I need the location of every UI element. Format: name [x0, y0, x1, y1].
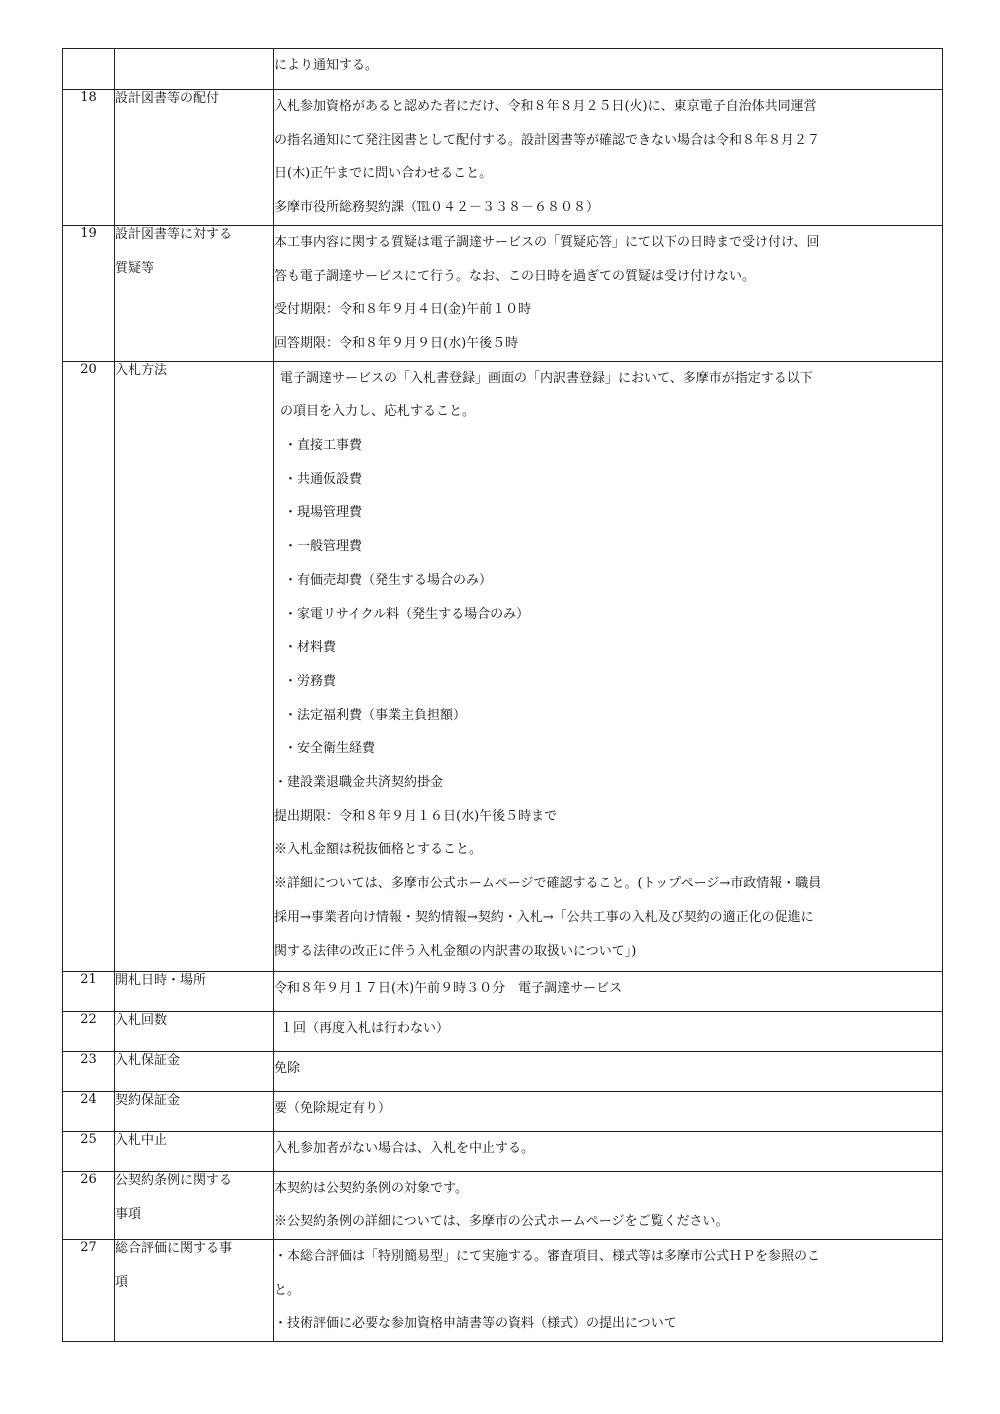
row-number: 26	[63, 1171, 115, 1239]
description-line: ・有価売却費（発生する場合のみ）	[284, 572, 493, 588]
description-line: 採用→事業者向け情報・契約情報→契約・入札→「公共工事の入札及び契約の適正化の促進に	[274, 909, 814, 925]
description-line: ・直接工事費	[284, 438, 363, 454]
description-line: 入札参加資格があると認めた者にだけ、令和８年８月２５日(火)に、東京電子自治体共同運営	[274, 99, 817, 114]
item-line: 入札中止	[115, 1132, 168, 1148]
description-line: ・労務費	[284, 673, 337, 689]
item-line: 質疑等	[115, 260, 155, 276]
row-item	[115, 1240, 274, 1342]
description-line: 免除	[274, 1060, 301, 1076]
table-row	[63, 1240, 943, 1342]
row-number: 25	[63, 1131, 115, 1171]
row-description	[274, 1091, 943, 1131]
row-description	[274, 1171, 943, 1239]
row-number: 18	[63, 90, 115, 226]
item-line: 入札保証金	[115, 1052, 181, 1068]
description-line: ・材料費	[284, 640, 337, 656]
item-line: 設計図書等の配付	[115, 91, 220, 106]
row-number	[63, 49, 115, 90]
table-row	[63, 1171, 943, 1239]
row-description	[274, 90, 943, 226]
description-line: 関する法律の改正に伴う入札金額の内訳書の取扱いについて」)	[274, 943, 637, 959]
description-line: ※詳細については、多摩市公式ホームページで確認すること。(トップページ→市政情報・職員	[274, 876, 822, 892]
description-line: ・現場管理費	[284, 505, 363, 521]
row-item	[115, 1171, 274, 1239]
row-description	[274, 971, 943, 1011]
description-line: 入札参加者がない場合は、入札を中止する。	[274, 1140, 535, 1156]
description-line: ・建設業退職金共済契約掛金	[274, 775, 444, 791]
description-line: 多摩市役所総務契約課（℡０４２－３３８－６８０８）	[274, 200, 600, 216]
row-description	[274, 225, 943, 361]
description-line: ・共通仮設費	[284, 471, 363, 487]
row-number: 24	[63, 1091, 115, 1131]
description-line: ・家電リサイクル料（発生する場合のみ）	[284, 606, 530, 622]
description-line: ・本総合評価は「特別簡易型」にて実施する。審査項目、様式等は多摩市公式ＨＰを参照のこ	[274, 1249, 821, 1265]
row-description	[274, 361, 943, 971]
table-row	[63, 90, 943, 226]
description-line: ※入札金額は税抜価格とすること。	[274, 842, 483, 858]
item-line: 入札方法	[115, 362, 168, 378]
item-line: 事項	[115, 1206, 142, 1222]
row-number: 22	[63, 1011, 115, 1051]
item-line: 設計図書等に対する	[115, 226, 233, 242]
description-line: 本契約は公契約条例の対象です。	[274, 1180, 468, 1196]
description-line: 令和８年９月１７日(木)午前９時３０分 電子調達サービス	[274, 980, 623, 996]
table-row	[63, 361, 943, 971]
description-line: 回答期限：令和８年９月９日(水)午後５時	[274, 335, 519, 351]
description-line: 受付期限：令和８年９月４日(金)午前１０時	[274, 302, 532, 318]
item-line: 総合評価に関する事	[115, 1241, 233, 1257]
row-description	[274, 1240, 943, 1342]
description-line: ※公契約条例の詳細については、多摩市の公式ホームページをご覧ください。	[274, 1214, 729, 1230]
description-line: の項目を入力し、応札すること。	[280, 404, 476, 420]
row-number: 21	[63, 971, 115, 1011]
description-line: 提出期限：令和８年９月１６日(水)午後５時まで	[274, 808, 558, 824]
row-description	[274, 1131, 943, 1171]
row-description	[274, 1051, 943, 1091]
description-line: により通知する。	[274, 58, 379, 73]
row-number: 23	[63, 1051, 115, 1091]
row-item	[115, 90, 274, 226]
row-number: 27	[63, 1240, 115, 1342]
description-line: 要（免除規定有り）	[274, 1100, 392, 1116]
row-number: 20	[63, 361, 115, 971]
tender-conditions-table	[62, 48, 943, 1342]
row-description	[274, 49, 943, 90]
item-line: 項	[115, 1275, 129, 1291]
description-line: の指名通知にて発注図書として配付する。設計図書等が確認できない場合は令和８年８月２７	[274, 132, 821, 148]
row-item	[115, 361, 274, 971]
item-line: 契約保証金	[115, 1092, 181, 1108]
table-row	[63, 225, 943, 361]
description-line: １回（再度入札は行わない）	[280, 1020, 450, 1036]
description-line: 答も電子調達サービスにて行う。なお、この日時を過ぎての質疑は受け付けない。	[274, 268, 756, 284]
row-number: 19	[63, 225, 115, 361]
description-line: ・法定福利費（事業主負担額）	[284, 707, 467, 723]
description-line: ・技術評価に必要な参加資格申請書等の資料（様式）の提出について	[274, 1316, 677, 1332]
row-description	[274, 1011, 943, 1051]
description-line: ・安全衛生経費	[284, 741, 376, 757]
item-line: 開札日時・場所	[115, 972, 207, 988]
description-line: 本工事内容に関する質疑は電子調達サービスの「質疑応答」にて以下の日時まで受け付け、回	[274, 234, 820, 250]
row-item	[115, 225, 274, 361]
description-line: 電子調達サービスの「入札書登録」画面の「内訳書登録」において、多摩市が指定する以下	[280, 370, 813, 386]
item-line: 公契約条例に関する	[115, 1172, 233, 1188]
description-line: 日(木)正午までに問い合わせること。	[274, 166, 493, 182]
description-line: と。	[274, 1282, 301, 1298]
description-line: ・一般管理費	[284, 539, 363, 555]
item-line: 入札回数	[115, 1012, 168, 1028]
